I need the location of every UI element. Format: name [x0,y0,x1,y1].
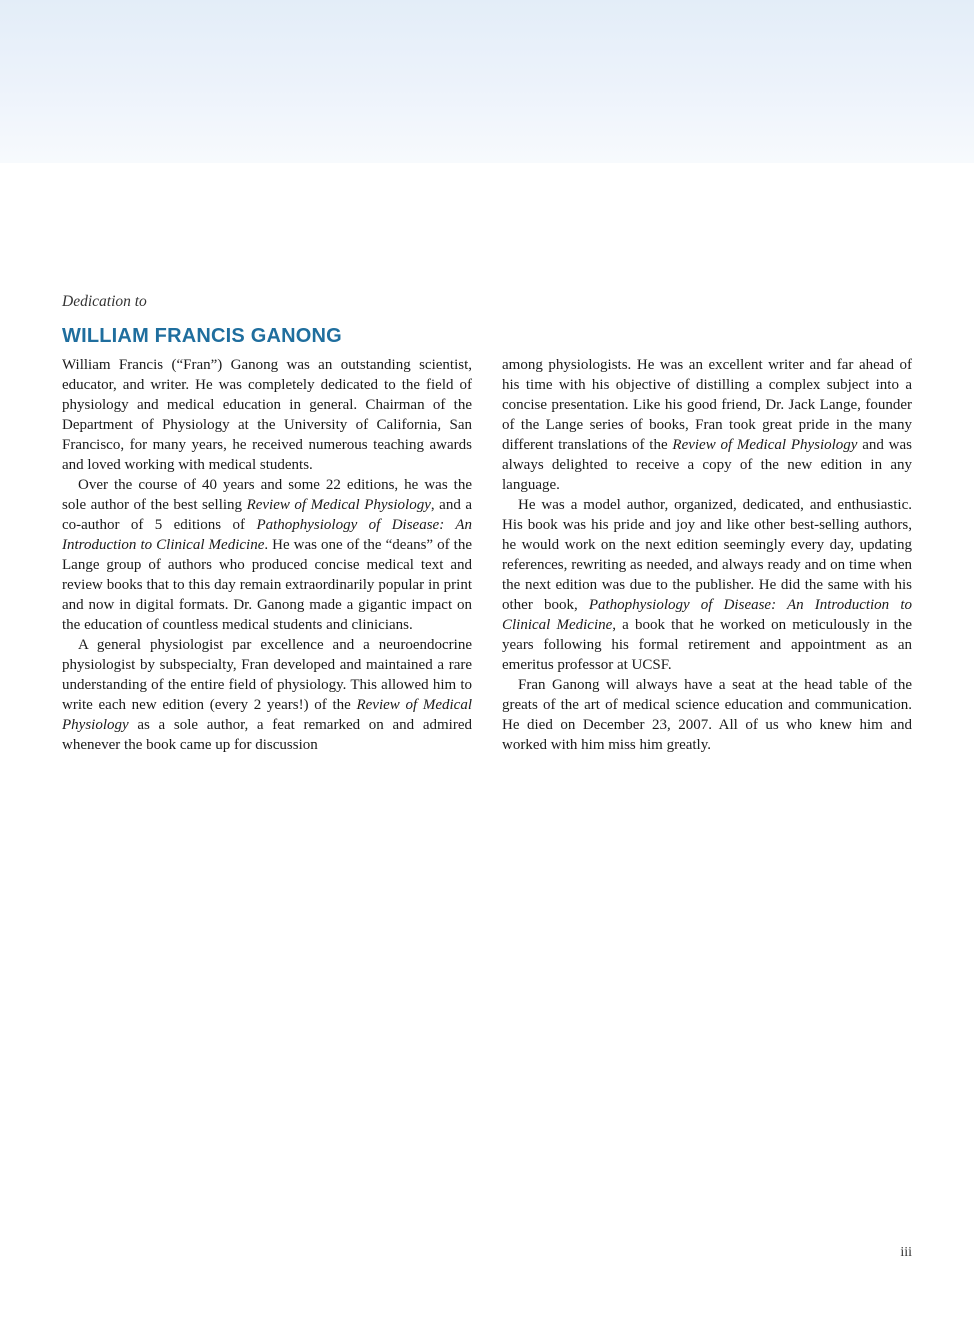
book-title: Review of Medical Physiology [62,697,472,733]
text-run: He was a model author, organized, dedicated, and enthusiastic. His book was his pride and joy and like other best-selling authors, he would work on the next edition seemingly every day, updating references, rewriting as needed, and always ready and on time when the next edition was due to the publisher. He did the same with his other book, [502,497,912,613]
left-column [62,355,472,755]
text-run: , and a co-author of 5 editions of [62,497,472,533]
text-run: as a sole author, a feat remarked on and admired whenever the book came up for discussion [62,717,472,753]
text-run: and was always delighted to receive a copy of the new edition in any language. [502,437,912,493]
paragraph-intro: William Francis (“Fran”) Ganong was an outstanding scientist, educator, and writer. He was completely dedicated to the field of physiology and medical education in general. Chairman of the Department of Physiology at the University of California, San Francisco, for many years, he received numerous teaching awards and loved working with medical students. [62,357,472,473]
dedication-title: WILLIAM FRANCIS GANONG [62,325,342,347]
text-run: , a book that he worked on meticulously in the years following his formal retirement and appointment as an emeritus professor at UCSF. [502,617,913,673]
right-column [502,355,912,755]
dedication-label: Dedication to [62,293,147,310]
page-number: iii [900,1245,912,1260]
text-run: . He was one of the “deans” of the Lange group of authors who produced concise medical text and review books that to this day remain extraordinarily popular in print and now in digital formats. Dr. Ganong made a gigantic impact on the education of countless medical students and clinicians. [62,537,472,633]
header-band [0,0,974,163]
paragraph-model-author [502,495,912,675]
text-run: A general physiologist par excellence and a neuroendocrine physiologist by subspecialty, Fran developed and maintained a rare understanding of the entire field of physiology. This allowed him to write each new edition (every 2 years!) of the [62,637,472,713]
paragraph-continued [502,355,912,495]
text-run: among physiologists. He was an excellent writer and far ahead of his time with his objective of distilling a complex subject into a concise presentation. Like his good friend, Dr. Jack Lange, founder of the Lange series of books, Fran took great pride in the many different translations of the [502,357,912,453]
book-title: Pathophysiology of Disease: An Introduction to Clinical Medicine [62,517,472,553]
paragraph-editions [62,475,472,635]
paragraph-general-physiologist [62,635,472,755]
text-run: Over the course of 40 years and some 22 editions, he was the sole author of the best selling [62,477,472,513]
paragraph-closing: Fran Ganong will always have a seat at the head table of the greats of the art of medical science education and communication. He died on December 23, 2007. All of us who knew him and worked with him miss him greatly. [502,677,912,753]
book-title: Review of Medical Physiology [246,497,431,513]
book-title: Pathophysiology of Disease: An Introduction to Clinical Medicine [502,597,912,633]
book-title: Review of Medical Physiology [672,437,858,453]
